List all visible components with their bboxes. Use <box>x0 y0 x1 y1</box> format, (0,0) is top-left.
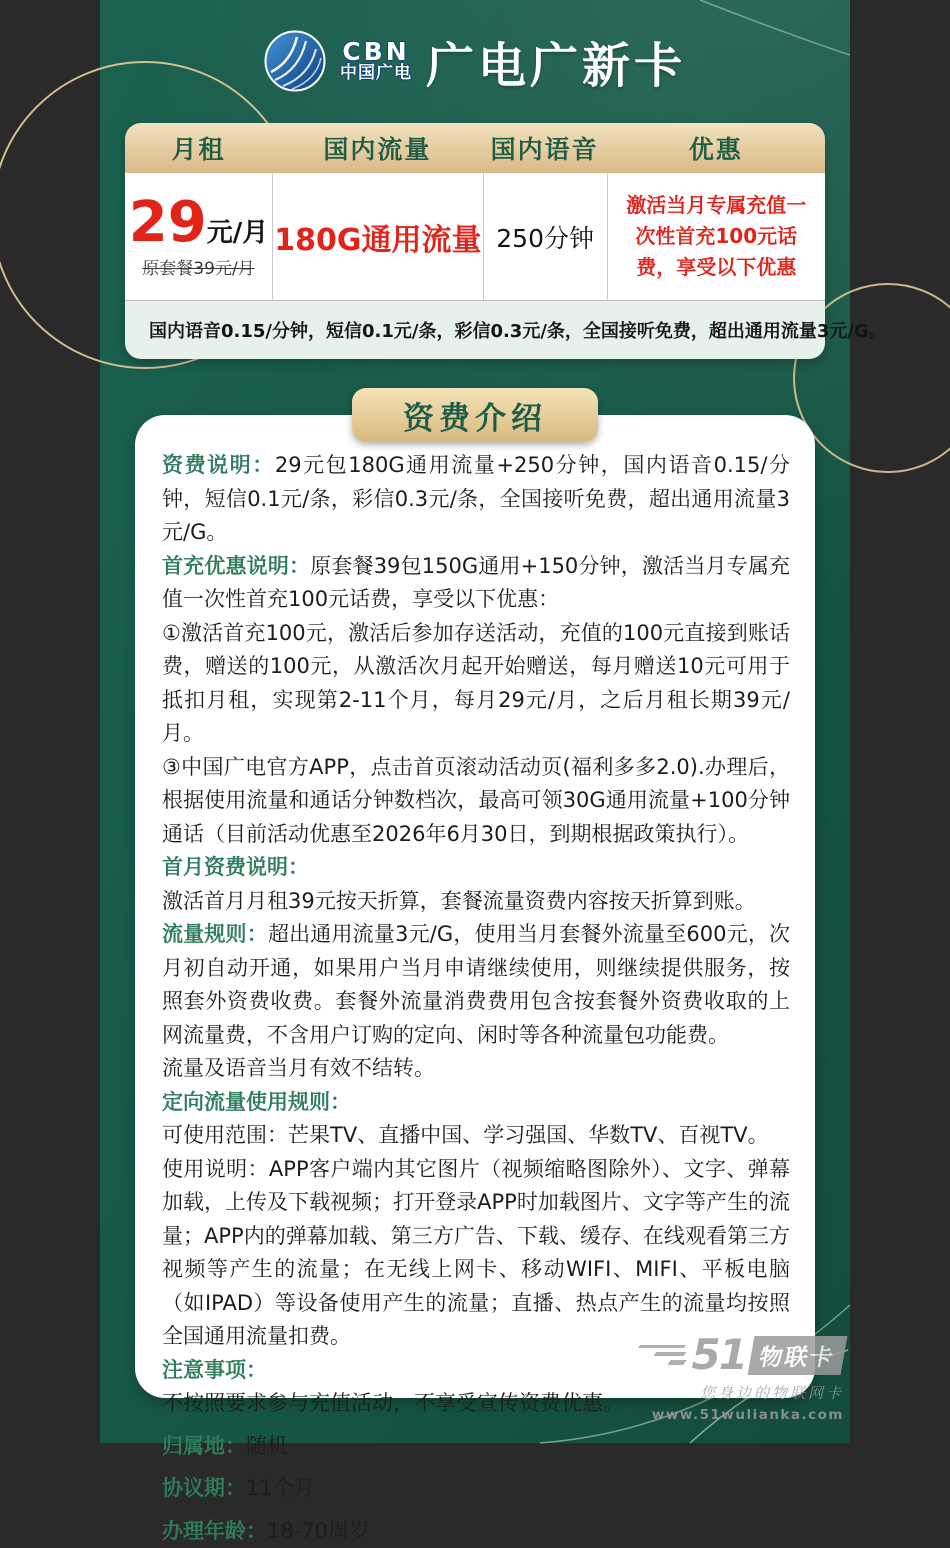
detail-paragraph <box>162 1052 790 1086</box>
watermark <box>639 1334 844 1423</box>
plan-footnote: 国内语音0.15/分钟，短信0.1元/条，彩信0.3元/条，全国接听免费，超出通用流量3元/G。 <box>125 300 825 359</box>
paragraph-text: ①激活首充100元，激活后参加存送活动，充值的100元直接到账话费，赠送的100元，从激活次月起开始赠送，每月赠送10元可用于抵扣月租，实现第2-11个月，每月29元/月，之后月租长期39元/月。 <box>162 621 790 746</box>
discount-text: 激活当月专属充值一次性首充100元话费，享受以下优惠 <box>608 190 825 283</box>
watermark-brand-box: 物联卡 <box>748 1336 848 1375</box>
header-domestic-data: 国内流量 <box>272 130 483 166</box>
data-allowance-cell <box>272 173 483 300</box>
watermark-slogan: 您身边的物联网卡 <box>639 1382 844 1403</box>
watermark-number: 51 <box>692 1334 746 1376</box>
cbn-logo-text <box>340 39 412 83</box>
original-price-strikethrough: 原套餐39元/月 <box>142 254 254 279</box>
discount-cell <box>607 173 825 300</box>
detail-paragraph <box>162 1430 790 1464</box>
voice-allowance-cell <box>483 173 607 300</box>
detail-paragraph <box>162 1153 790 1354</box>
plan-table-value-row <box>125 173 825 300</box>
paragraph-text: 超出通用流量3元/G，使用当月套餐外流量至600元，次月初自动开通，如果用户当月申请继续使用，则继续提供服务，按照套外资费收费。套餐外流量消费费用包含按套餐外资费收取的上网流量费，不含用户订购的定向、闲时等各种流量包功能费。 <box>162 922 790 1047</box>
page-header <box>100 0 850 122</box>
detail-paragraph <box>162 918 790 1052</box>
plan-table-header-row <box>125 123 825 173</box>
detail-paragraph <box>162 449 790 550</box>
paragraph-label: 首充优惠说明： <box>162 554 310 578</box>
tariff-intro-badge: 资费介绍 <box>352 388 598 442</box>
paragraph-label: 注意事项： <box>162 1358 267 1382</box>
detail-paragraph <box>162 1119 790 1153</box>
cbn-globe-logo-icon <box>264 30 326 92</box>
detail-paragraph <box>162 1472 790 1506</box>
watermark-url: www.51wulianka.com <box>639 1407 844 1423</box>
detail-paragraph <box>162 617 790 751</box>
paragraph-text: ③中国广电官方APP，点击首页滚动活动页(福利多多2.0).办理后，根据使用流量和通话分钟数档次，最高可领30G通用流量+100分钟通话（目前活动优惠至2026年6月30日，到期根据政策执行）。 <box>162 755 790 846</box>
paragraph-text: 29元包180G通用流量+250分钟，国内语音0.15/分钟，短信0.1元/条，彩信0.3元/条，全国接听免费，超出通用流量3元/G。 <box>162 453 790 544</box>
promo-poster <box>100 0 850 1443</box>
price-unit: 元/月 <box>207 212 269 249</box>
detail-paragraph <box>162 550 790 617</box>
paragraph-label: 办理年龄： <box>162 1519 267 1543</box>
paragraph-label: 定向流量使用规则： <box>162 1090 351 1114</box>
paragraph-label: 首月资费说明： <box>162 855 309 879</box>
paragraph-label: 资费说明： <box>162 453 275 477</box>
header-monthly-fee: 月租 <box>125 130 272 166</box>
paragraph-text: 可使用范围：芒果TV、直播中国、学习强国、华数TV、百视TV。 <box>162 1123 769 1147</box>
header-domestic-voice: 国内语音 <box>483 130 607 166</box>
paragraph-label: 归属地： <box>162 1434 246 1458</box>
paragraph-label: 协议期： <box>162 1476 246 1500</box>
voice-allowance: 250分钟 <box>496 219 594 255</box>
paragraph-label: 流量规则： <box>162 922 268 946</box>
data-allowance: 180G通用流量 <box>274 215 481 259</box>
detail-paragraph <box>162 885 790 919</box>
paragraph-text: 不按照要求参与充值活动，不享受宣传资费优惠。 <box>162 1391 624 1415</box>
paragraph-text: 18-70周岁 <box>267 1519 370 1543</box>
price-number: 29 <box>129 195 207 251</box>
paragraph-text: 激活首月月租39元按天折算，套餐流量资费内容按天折算到账。 <box>162 889 756 913</box>
cbn-chinese-name: 中国广电 <box>340 65 412 83</box>
paragraph-text: 使用说明：APP客户端内其它图片（视频缩略图除外）、文字、弹幕加载，上传及下载视频；打开登录APP时加载图片、文字等产生的流量；APP内的弹幕加载、第三方广告、下载、缓存、在线观看第三方视频等产生的流量；在无线上网卡、移动WIFI、MIFI、平板电脑（如IPAD）等设备使用产生的流量；直播、热点产生的流量均按照全国通用流量扣费。 <box>162 1157 790 1349</box>
paragraph-text: 流量及语音当月有效不结转。 <box>162 1056 435 1080</box>
detail-paragraph <box>162 1086 790 1120</box>
detail-paragraph <box>162 751 790 852</box>
paragraph-text: 原套餐39包150G通用+150分钟，激活当月专属充值一次性首充100元话费，享受以下优惠： <box>162 554 790 612</box>
paragraph-text: 11个月 <box>246 1476 315 1500</box>
watermark-logo <box>639 1334 844 1376</box>
speed-lines-icon <box>639 1345 685 1365</box>
header-discount: 优惠 <box>607 130 825 166</box>
page-title: 广电广新卡 <box>426 27 686 96</box>
detail-paragraph <box>162 851 790 885</box>
monthly-fee-cell <box>125 173 272 300</box>
paragraph-text: 随机 <box>246 1434 288 1458</box>
plan-table <box>125 123 825 359</box>
price-line <box>129 195 268 251</box>
cbn-abbreviation: CBN <box>342 39 409 65</box>
detail-paragraph <box>162 1515 790 1548</box>
